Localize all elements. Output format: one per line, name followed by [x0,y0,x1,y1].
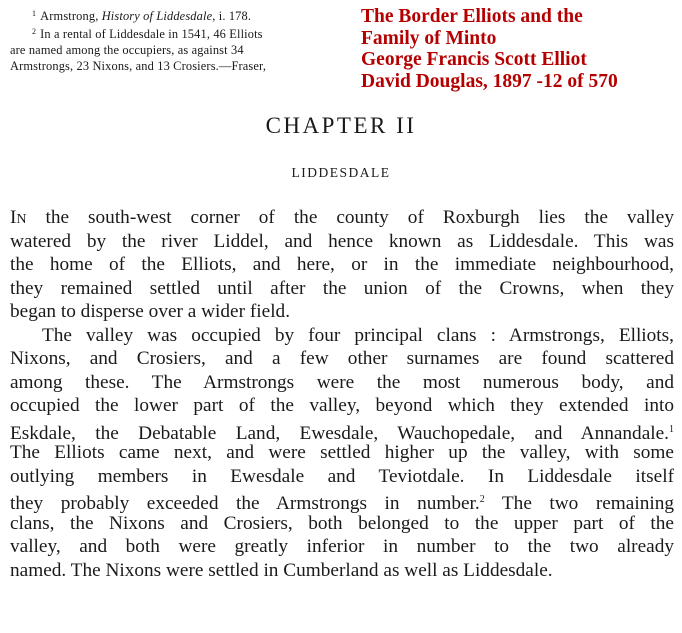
footnote-reference[interactable]: 1 [669,423,674,435]
paragraph-line: named. The Nixons were settled in Cumberland as well as Liddesdale. [10,559,553,581]
chapter-subtitle: LIDDESDALE [291,165,391,180]
paragraph-line: among these. The Armstrongs were the most numerous body, and [10,371,674,393]
footnote-reference[interactable]: 2 [479,494,485,505]
footnote-2-continued: Armstrongs, 23 Nixons, and 13 Crosiers.—Fraser, [10,59,267,73]
footnote-mark: 2 [32,27,37,36]
footnote-2: $^2$ In a rental of Liddesdale in 1541, 46 Elliots [32,27,263,41]
footnote-mark: 1 [32,9,37,18]
paragraph-line: they remained settled until after the union of the Crowns, when they [10,277,674,299]
source-citation [361,6,676,92]
paragraph-line: watered by the river Liddel, and hence known as Liddesdale. This was [10,230,674,252]
footnotes-block [10,6,358,74]
paragraph-line: they probably exceeded the Armstrongs in number.$^2$ The two remaining [10,493,674,514]
paragraph-line: clans, the Nixons and Crosiers, both belonged to the upper part of the [10,512,674,534]
paragraph-line: outlying members in Ewesdale and Teviotdale. In Liddesdale itself [10,465,674,487]
paragraph-line: Eskdale, the Debatable Land, Ewesdale, Wauchopedale, and Annandale.$^1$ [10,422,674,444]
citation-title-line-1: The Border Elliots and the [361,6,583,27]
footnote-2-continued: are named among the occupiers, as against 34 [10,43,244,57]
citation-title-line-2: Family of Minto [361,27,497,49]
footnote-1: $^1$ Armstrong, History of Liddesdale, i. 178. [32,9,252,23]
paragraph-line: The Elliots came next, and were settled higher up the valley, with some [10,442,674,463]
paragraph-line: In the south-west corner of the county of Roxburgh lies the valley [10,207,674,228]
paragraph-line: began to disperse over a wider field. [10,301,291,322]
citation-author: George Francis Scott Elliot [361,49,587,70]
opening-word: In [10,207,27,228]
chapter-title: CHAPTER II [265,113,417,138]
paragraph-line: Nixons, and Crosiers, and a few other surnames are found scattered [10,348,674,369]
paragraph-line: occupied the lower part of the valley, beyond which they extended into [10,395,674,416]
paragraph-line: The valley was occupied by four principal clans : Armstrongs, Elliots, [42,324,674,346]
paragraph-line: the home of the Elliots, and here, or in the immediate neighbourhood, [10,254,674,275]
body-text [10,206,674,582]
paragraph-line: valley, and both were greatly inferior in number to the two already [10,536,674,557]
citation-publisher-page: David Douglas, 1897 -12 of 570 [361,70,618,92]
